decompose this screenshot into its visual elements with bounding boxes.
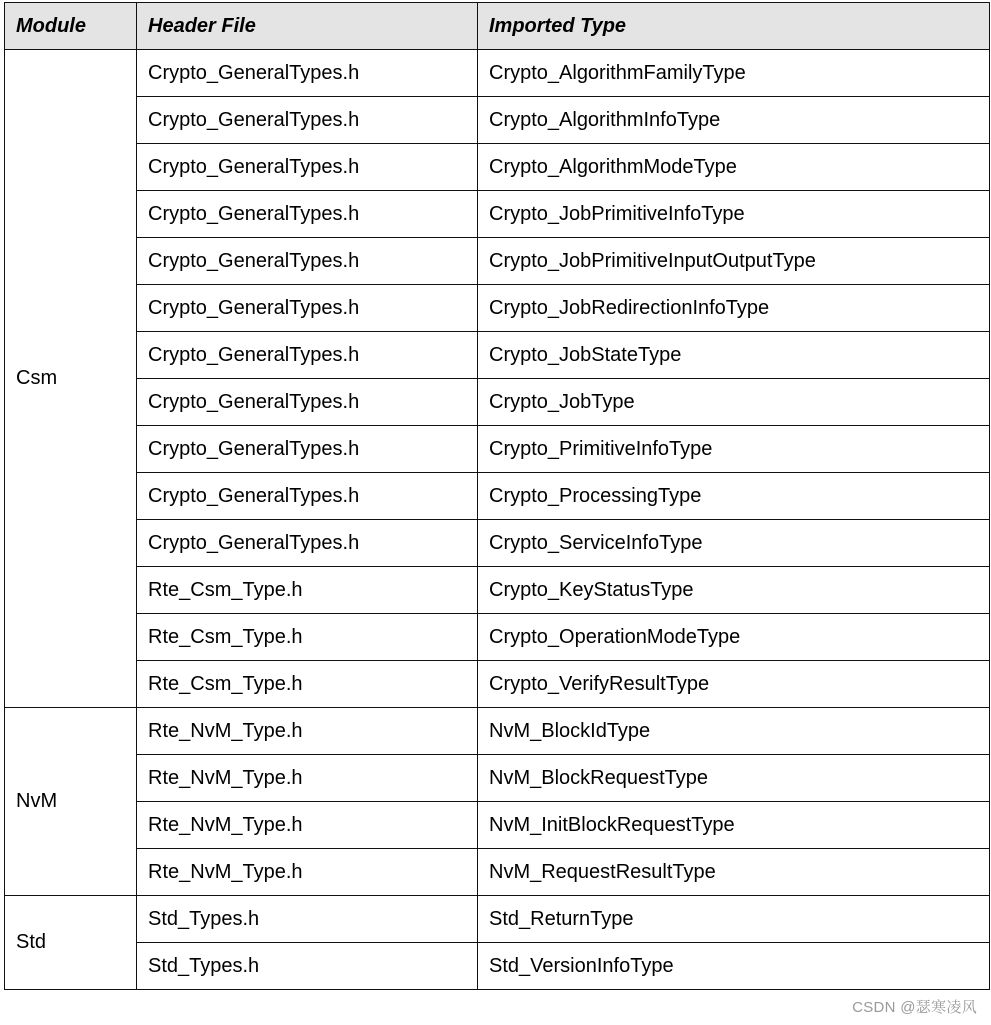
imported-type-cell: Crypto_JobPrimitiveInputOutputType — [478, 238, 990, 285]
header-file-cell: Crypto_GeneralTypes.h — [137, 238, 478, 285]
table-row — [5, 426, 990, 473]
imported-type-cell: NvM_InitBlockRequestType — [478, 802, 990, 849]
table-row — [5, 661, 990, 708]
header-file-cell: Crypto_GeneralTypes.h — [137, 332, 478, 379]
table-body — [5, 50, 990, 990]
header-file-cell: Crypto_GeneralTypes.h — [137, 379, 478, 426]
header-imported-type: Imported Type — [478, 3, 990, 50]
imported-type-cell: Crypto_ServiceInfoType — [478, 520, 990, 567]
table-row — [5, 755, 990, 802]
imported-types-table — [4, 2, 990, 990]
watermark: CSDN @瑟寒凌风 — [852, 999, 977, 1016]
table-row — [5, 520, 990, 567]
imported-type-cell: Crypto_JobRedirectionInfoType — [478, 285, 990, 332]
table-row — [5, 943, 990, 990]
header-file-cell: Rte_NvM_Type.h — [137, 849, 478, 896]
imported-type-cell: Crypto_JobStateType — [478, 332, 990, 379]
header-file-cell: Rte_Csm_Type.h — [137, 567, 478, 614]
table-row — [5, 567, 990, 614]
table-row — [5, 379, 990, 426]
header-module: Module — [5, 3, 137, 50]
imported-type-cell: Crypto_AlgorithmInfoType — [478, 97, 990, 144]
header-file-cell: Rte_Csm_Type.h — [137, 661, 478, 708]
header-file-cell: Crypto_GeneralTypes.h — [137, 426, 478, 473]
imported-type-cell: Crypto_OperationModeType — [478, 614, 990, 661]
module-cell: NvM — [5, 708, 137, 896]
table-row — [5, 708, 990, 755]
table-row — [5, 285, 990, 332]
imported-type-cell: Crypto_KeyStatusType — [478, 567, 990, 614]
table-row — [5, 191, 990, 238]
imported-type-cell: Crypto_JobType — [478, 379, 990, 426]
table-row — [5, 238, 990, 285]
table-header-row — [5, 3, 990, 50]
header-file-cell: Std_Types.h — [137, 943, 478, 990]
imported-type-cell: Std_ReturnType — [478, 896, 990, 943]
header-file-cell: Crypto_GeneralTypes.h — [137, 97, 478, 144]
imported-type-cell: NvM_BlockRequestType — [478, 755, 990, 802]
header-file-cell: Rte_NvM_Type.h — [137, 802, 478, 849]
header-file-cell: Rte_Csm_Type.h — [137, 614, 478, 661]
imported-type-cell: Crypto_ProcessingType — [478, 473, 990, 520]
header-file-cell: Rte_NvM_Type.h — [137, 708, 478, 755]
header-file-cell: Std_Types.h — [137, 896, 478, 943]
imported-type-cell: Crypto_AlgorithmFamilyType — [478, 50, 990, 97]
imported-type-cell: NvM_RequestResultType — [478, 849, 990, 896]
header-file-cell: Crypto_GeneralTypes.h — [137, 50, 478, 97]
header-file-cell: Crypto_GeneralTypes.h — [137, 473, 478, 520]
header-header-file: Header File — [137, 3, 478, 50]
table-row — [5, 144, 990, 191]
header-file-cell: Crypto_GeneralTypes.h — [137, 285, 478, 332]
header-file-cell: Crypto_GeneralTypes.h — [137, 520, 478, 567]
header-file-cell: Crypto_GeneralTypes.h — [137, 191, 478, 238]
table-row — [5, 97, 990, 144]
module-cell: Std — [5, 896, 137, 990]
imported-type-cell: Crypto_JobPrimitiveInfoType — [478, 191, 990, 238]
imported-type-cell: Crypto_PrimitiveInfoType — [478, 426, 990, 473]
table-row — [5, 332, 990, 379]
table-row — [5, 473, 990, 520]
table-row — [5, 849, 990, 896]
table-row — [5, 896, 990, 943]
table-row — [5, 802, 990, 849]
imported-type-cell: NvM_BlockIdType — [478, 708, 990, 755]
header-file-cell: Rte_NvM_Type.h — [137, 755, 478, 802]
header-file-cell: Crypto_GeneralTypes.h — [137, 144, 478, 191]
imported-type-cell: Crypto_AlgorithmModeType — [478, 144, 990, 191]
table-row — [5, 614, 990, 661]
table-row — [5, 50, 990, 97]
imported-type-cell: Crypto_VerifyResultType — [478, 661, 990, 708]
imported-type-cell: Std_VersionInfoType — [478, 943, 990, 990]
module-cell: Csm — [5, 50, 137, 708]
